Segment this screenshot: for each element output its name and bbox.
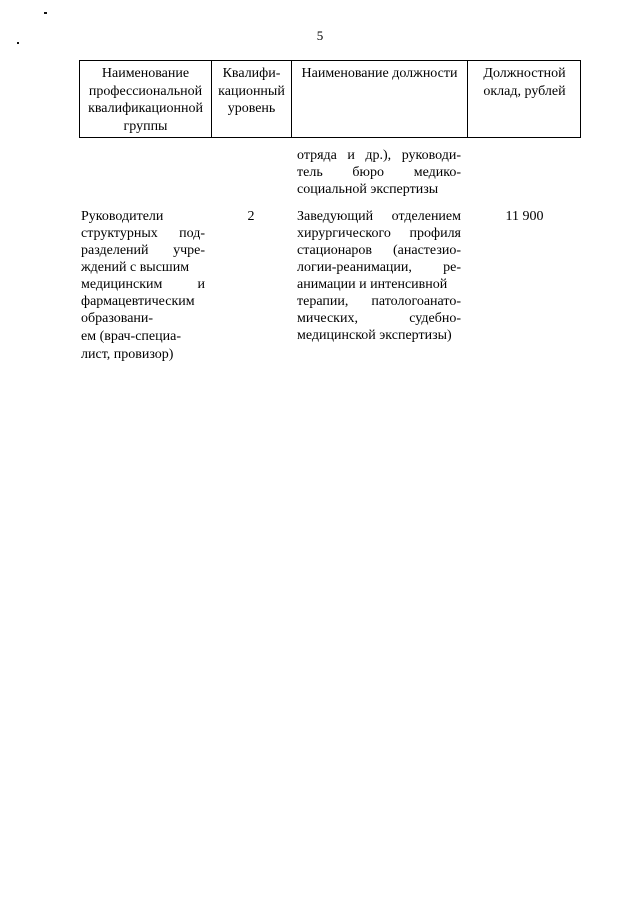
group-line: фармацевтическим bbox=[81, 294, 195, 309]
header-qualification-level: Квалифи- кационный уровень bbox=[218, 66, 285, 116]
position-line: медицинской экспертизы) bbox=[297, 328, 452, 343]
continuation-line: социальной экспертизы bbox=[297, 182, 439, 197]
group-line: медицинским и bbox=[81, 277, 205, 292]
group-line: Руководители bbox=[81, 209, 164, 224]
continuation-line: отряда и др.), руководи- bbox=[297, 148, 461, 163]
position-line: хирургического профиля bbox=[297, 226, 461, 241]
group-line: ждений с высшим bbox=[81, 260, 190, 275]
position-line: логии-реанимации, ре- bbox=[297, 260, 461, 275]
group-line: разделений учре- bbox=[81, 243, 205, 258]
salary-value: 11 900 bbox=[505, 209, 544, 224]
group-line: структурных под- bbox=[81, 226, 205, 241]
page-number: 5 bbox=[316, 28, 324, 43]
header-group-name: Наименование профессиональной квалификационной группы bbox=[88, 66, 203, 134]
position-line: терапии, патологоанато- bbox=[297, 294, 461, 309]
position-line: Заведующий отделением bbox=[297, 209, 461, 224]
position-line: мических, судебно- bbox=[297, 311, 461, 326]
position-line: анимации и интенсивной bbox=[297, 277, 448, 292]
header-position-name: Наименование должности bbox=[301, 66, 458, 81]
header-salary: Должностной оклад, рублей bbox=[483, 66, 566, 99]
group-line: лист, провизор) bbox=[81, 347, 174, 362]
scan-speck bbox=[44, 12, 47, 14]
group-line: ем (врач-специа- bbox=[81, 329, 181, 344]
table-header bbox=[79, 60, 581, 138]
continuation-line: тель бюро медико- bbox=[297, 165, 461, 180]
position-line: стационаров (анастезио- bbox=[297, 243, 461, 258]
group-line: образовани- bbox=[81, 311, 154, 326]
qualification-level-value: 2 bbox=[247, 209, 255, 224]
